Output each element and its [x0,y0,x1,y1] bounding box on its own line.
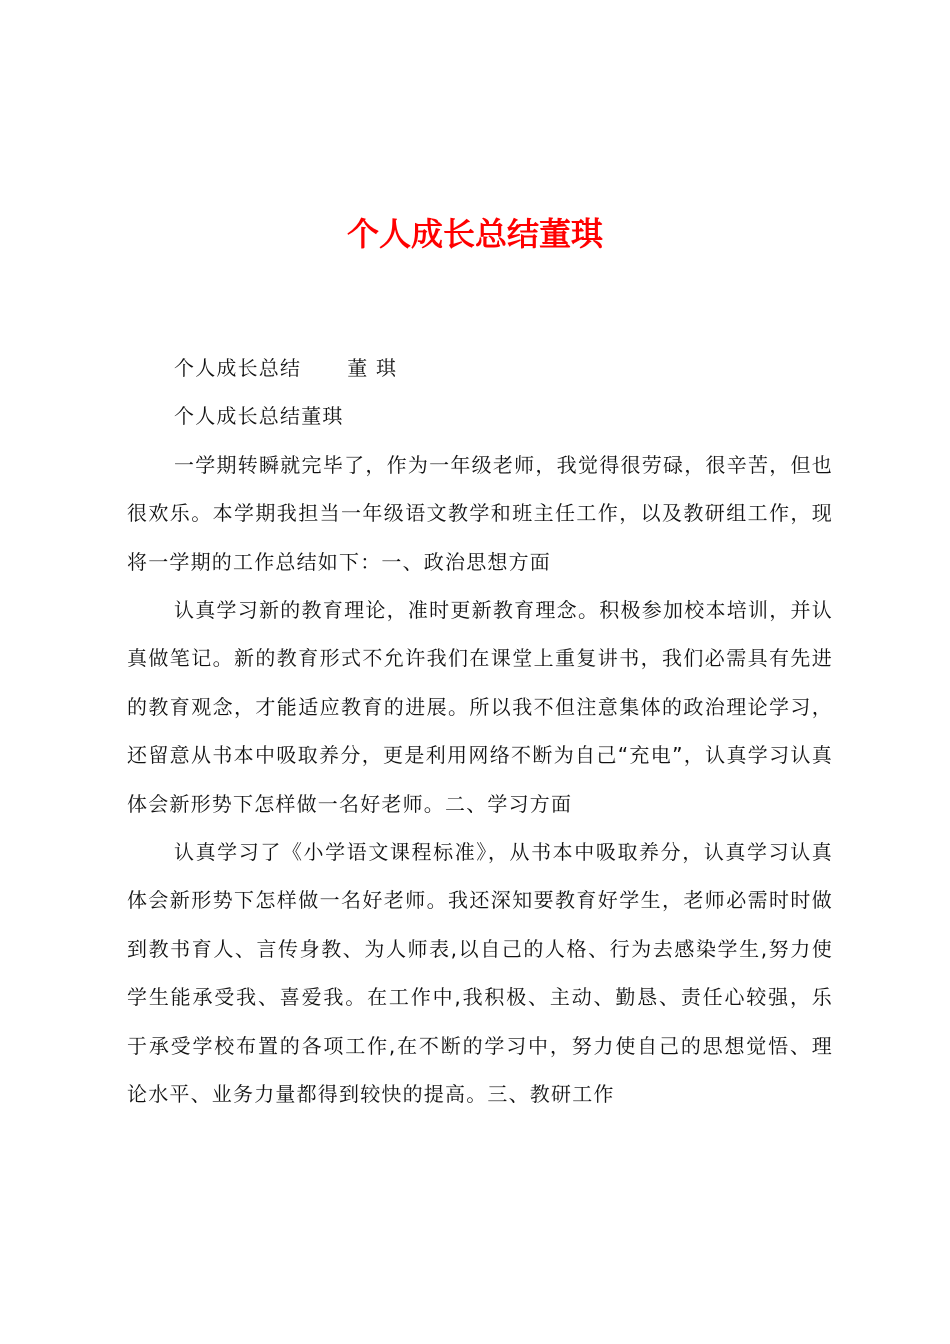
document-title: 个人成长总结董琪 [346,215,603,253]
paragraph: 认真学习新的教育理论，准时更新教育理念。积极参加校本培训，并认真做笔记。新的教育形式不允许我们在课堂上重复讲书，我们必需具有先进的教育观念，才能适应教育的进展。所以我不但注意集体的政治理论学习，还留意从书本中吸取养分，更是利用网络不断为自己“充电”，认真学习认真体会新形势下怎样做一名好老师。二、学习方面 [127,598,833,816]
document-body [127,344,833,1119]
paragraph: 一学期转瞬就完毕了，作为一年级老师，我觉得很劳碌，很辛苦，但也很欢乐。本学期我担当一年级语文教学和班主任工作，以及教研组工作，现将一学期的工作总结如下：一、政治思想方面 [127,452,833,574]
author-line-name: 董 琪 [347,356,398,380]
author-line-title: 个人成长总结 [174,356,302,380]
paragraph: 认真学习了《小学语文课程标准》，从书本中吸取养分，认真学习认真体会新形势下怎样做一名好老师。我还深知要教育好学生，老师必需时时做到教书育人、言传身教、为人师表,以自己的人格、行为去感染学生,努力使学生能承受我、喜爱我。在工作中,我积极、主动、勤恳、责任心较强，乐于承受学校布置的各项工作,在不断的学习中，努力使自己的思想觉悟、理论水平、业务力量都得到较快的提高。三、教研工作 [127,840,833,1107]
paragraph: 个人成长总结董琪 [174,404,344,429]
author-line [127,344,833,392]
